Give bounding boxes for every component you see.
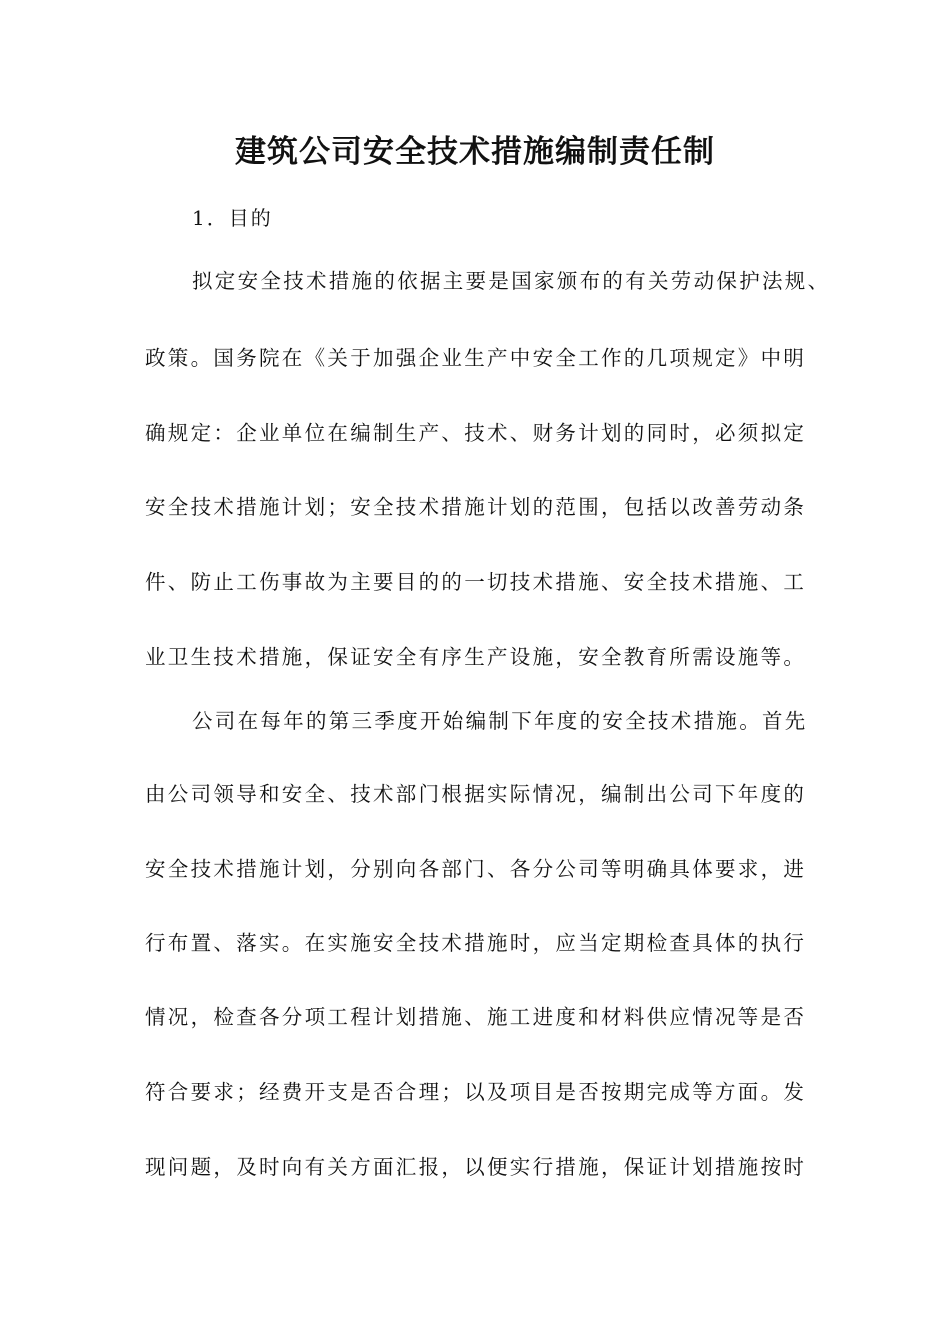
paragraph-line: 业卫生技术措施，保证安全有序生产设施，安全教育所需设施等。: [145, 645, 807, 669]
document-title: 建筑公司安全技术措施编制责任制: [235, 134, 715, 170]
paragraph-line: 符合要求；经费开支是否合理；以及项目是否按期完成等方面。发: [145, 1080, 807, 1104]
paragraph-line: 拟定安全技术措施的依据主要是国家颁布的有关劳动保护法规、: [192, 269, 831, 293]
paragraph-line: 现问题，及时向有关方面汇报，以便实行措施，保证计划措施按时: [145, 1155, 807, 1179]
paragraph-line: 政策。国务院在《关于加强企业生产中安全工作的几项规定》中明: [145, 346, 807, 370]
paragraph-line: 由公司领导和安全、技术部门根据实际情况，编制出公司下年度的: [145, 782, 807, 806]
paragraph-line: 件、防止工伤事故为主要目的的一切技术措施、安全技术措施、工: [145, 570, 807, 594]
paragraph-line: 情况，检查各分项工程计划措施、施工进度和材料供应情况等是否: [145, 1005, 807, 1029]
paragraph-line: 安全技术措施计划，分别向各部门、各分公司等明确具体要求，进: [145, 857, 807, 881]
paragraph-line: 安全技术措施计划；安全技术措施计划的范围，包括以改善劳动条: [145, 495, 807, 519]
paragraph-line: 公司在每年的第三季度开始编制下年度的安全技术措施。首先: [192, 709, 808, 733]
paragraph-line: 行布置、落实。在实施安全技术措施时，应当定期检查具体的执行: [145, 931, 807, 955]
paragraph-line: 确规定：企业单位在编制生产、技术、财务计划的同时，必须拟定: [145, 421, 807, 445]
section-heading: 1．目的: [192, 206, 273, 230]
